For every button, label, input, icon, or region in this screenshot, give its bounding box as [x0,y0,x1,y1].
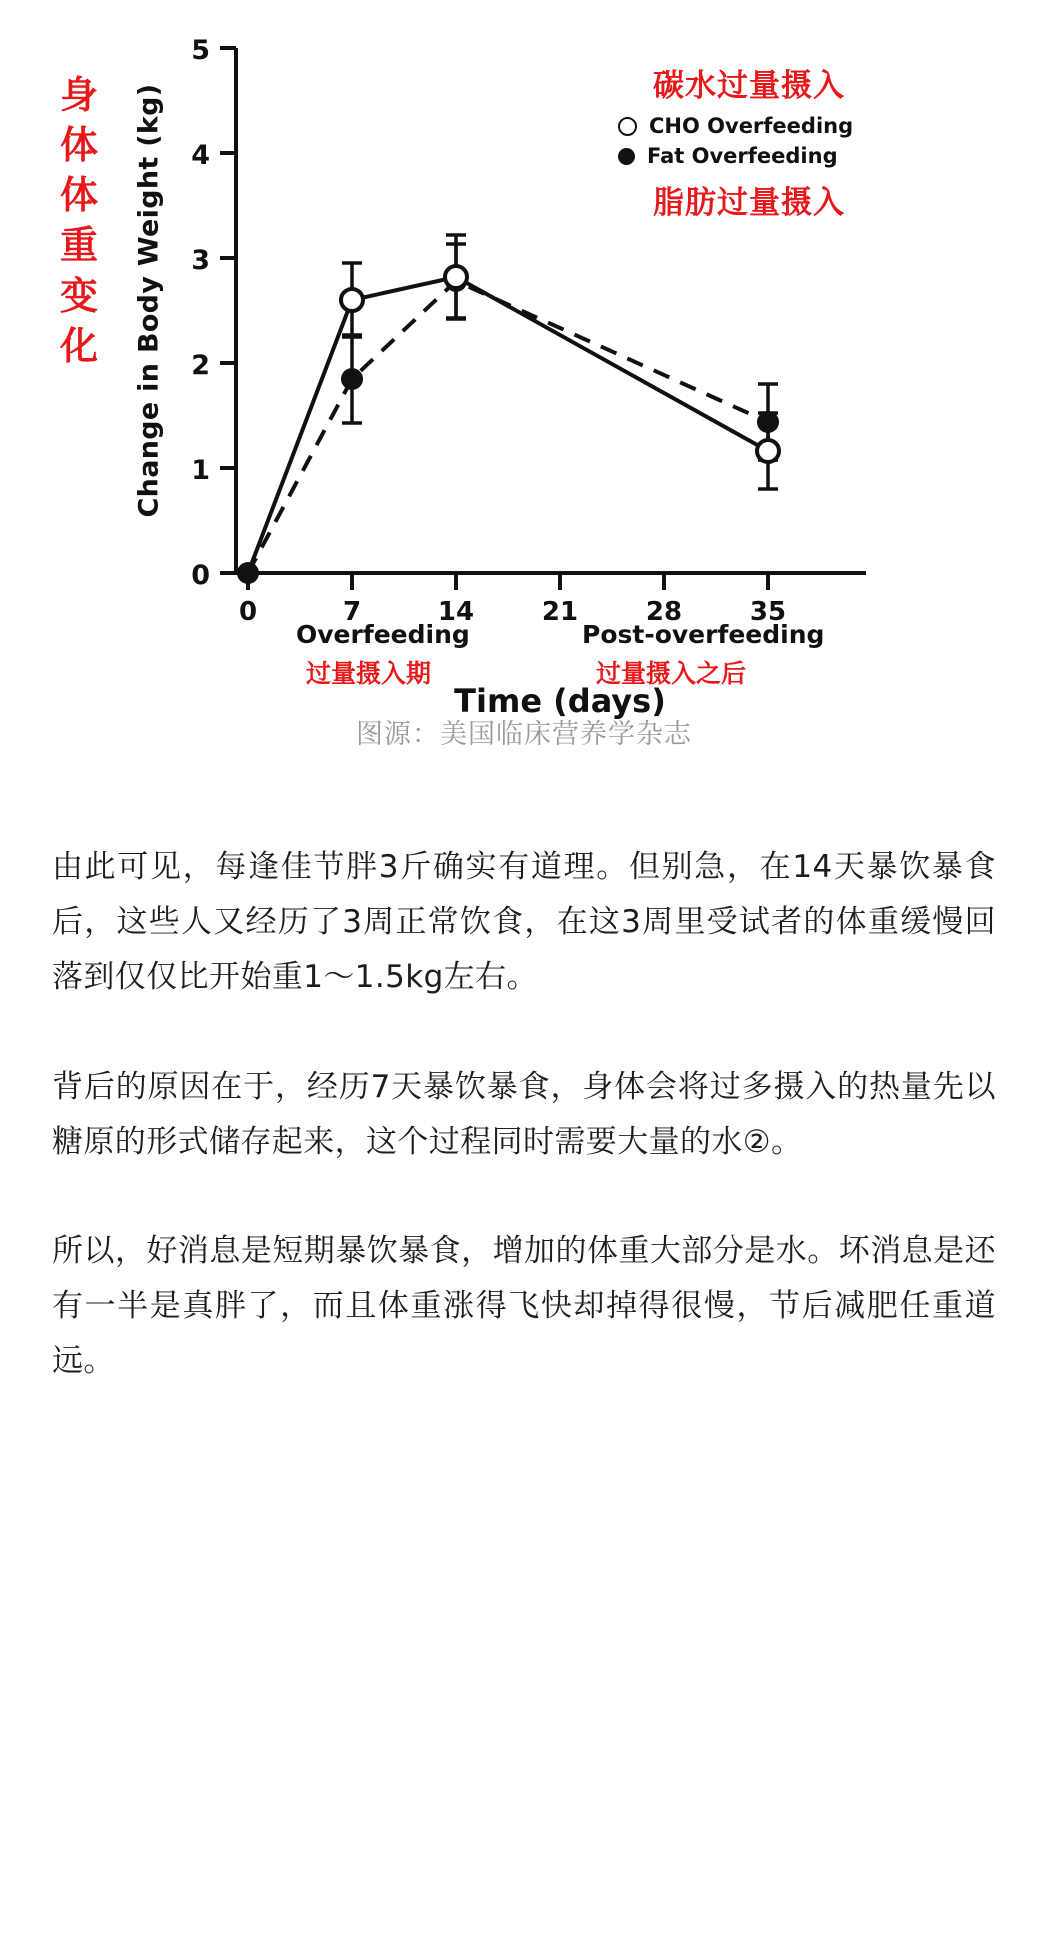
series-fat-markers [237,270,779,584]
chart-figure [0,0,1048,780]
figure-source-caption: 图源：美国临床营养学杂志 [356,719,692,750]
article-body [0,780,1048,1429]
series-cho-line [248,277,768,573]
legend-label-fat: Fat Overfeeding [647,144,838,169]
legend-fat-chinese: 脂肪过量摄入 [653,184,845,221]
series-cho-markers [341,266,779,462]
svg-text:4: 4 [191,140,210,171]
svg-text:5: 5 [191,35,210,66]
svg-text:3: 3 [191,245,210,276]
svg-text:0: 0 [238,597,258,627]
svg-text:2: 2 [191,350,210,381]
legend-label-cho: CHO Overfeeding [649,114,854,138]
y-tick-marks [220,48,236,573]
y-tick-labels [191,35,210,591]
y-axis-title-text: Change in Body Weight (kg) [133,83,165,518]
x-tick-marks [248,573,768,590]
vertical-label-char: 体 [59,123,98,168]
chart-area [120,10,920,720]
vertical-label-char: 化 [59,323,98,368]
filled-circle-icon [618,148,635,165]
chart-legend [584,60,914,222]
phase-annotations [296,620,896,690]
x-axis-title: Time (days) [454,682,666,720]
legend-cho-chinese: 碳水过量摄入 [653,68,845,104]
phase-overfeeding-cn: 过量摄入期 [306,659,432,688]
y-axis-title [124,70,170,540]
vertical-label-char: 变 [59,273,98,318]
legend-item-cho [584,111,914,141]
svg-text:7: 7 [342,597,362,627]
phase-overfeeding-en: Overfeeding [296,620,470,649]
article-paragraph: 由此可见，每逢佳节胖3斤确实有道理。但别急，在14天暴饮暴食后，这些人又经历了3周正常饮食，在这3周里受试者的体重缓慢回落到仅仅比开始重1～1.5kg左右。 [52,849,996,996]
vertical-label-char: 重 [59,223,98,268]
series-fat-errorbars [342,244,778,460]
svg-text:28: 28 [645,597,683,627]
phase-post-overfeeding-en: Post-overfeeding [582,620,825,649]
article-paragraph: 所以，好消息是短期暴饮暴食，增加的体重大部分是水。坏消息是还有一半是真胖了，而且体重涨得飞快却掉得很慢，节后减肥任重道远。 [52,1232,996,1380]
vertical-label-char: 体 [59,173,98,218]
vertical-chinese-label [44,70,114,371]
svg-text:1: 1 [191,455,210,486]
svg-text:21: 21 [541,597,579,627]
phase-post-overfeeding-cn: 过量摄入之后 [596,659,747,688]
vertical-label-char: 身 [59,73,98,117]
series-fat-line [248,281,768,573]
svg-text:0: 0 [191,560,210,591]
series-cho-errorbars [342,235,778,489]
svg-text:14: 14 [437,597,475,627]
open-circle-icon [618,117,637,136]
svg-text:35: 35 [749,597,787,627]
article-paragraph: 背后的原因在于，经历7天暴饮暴食，身体会将过多摄入的热量先以糖原的形式储存起来，这个过程同时需要大量的水②。 [52,1068,996,1160]
legend-item-fat [584,141,914,171]
